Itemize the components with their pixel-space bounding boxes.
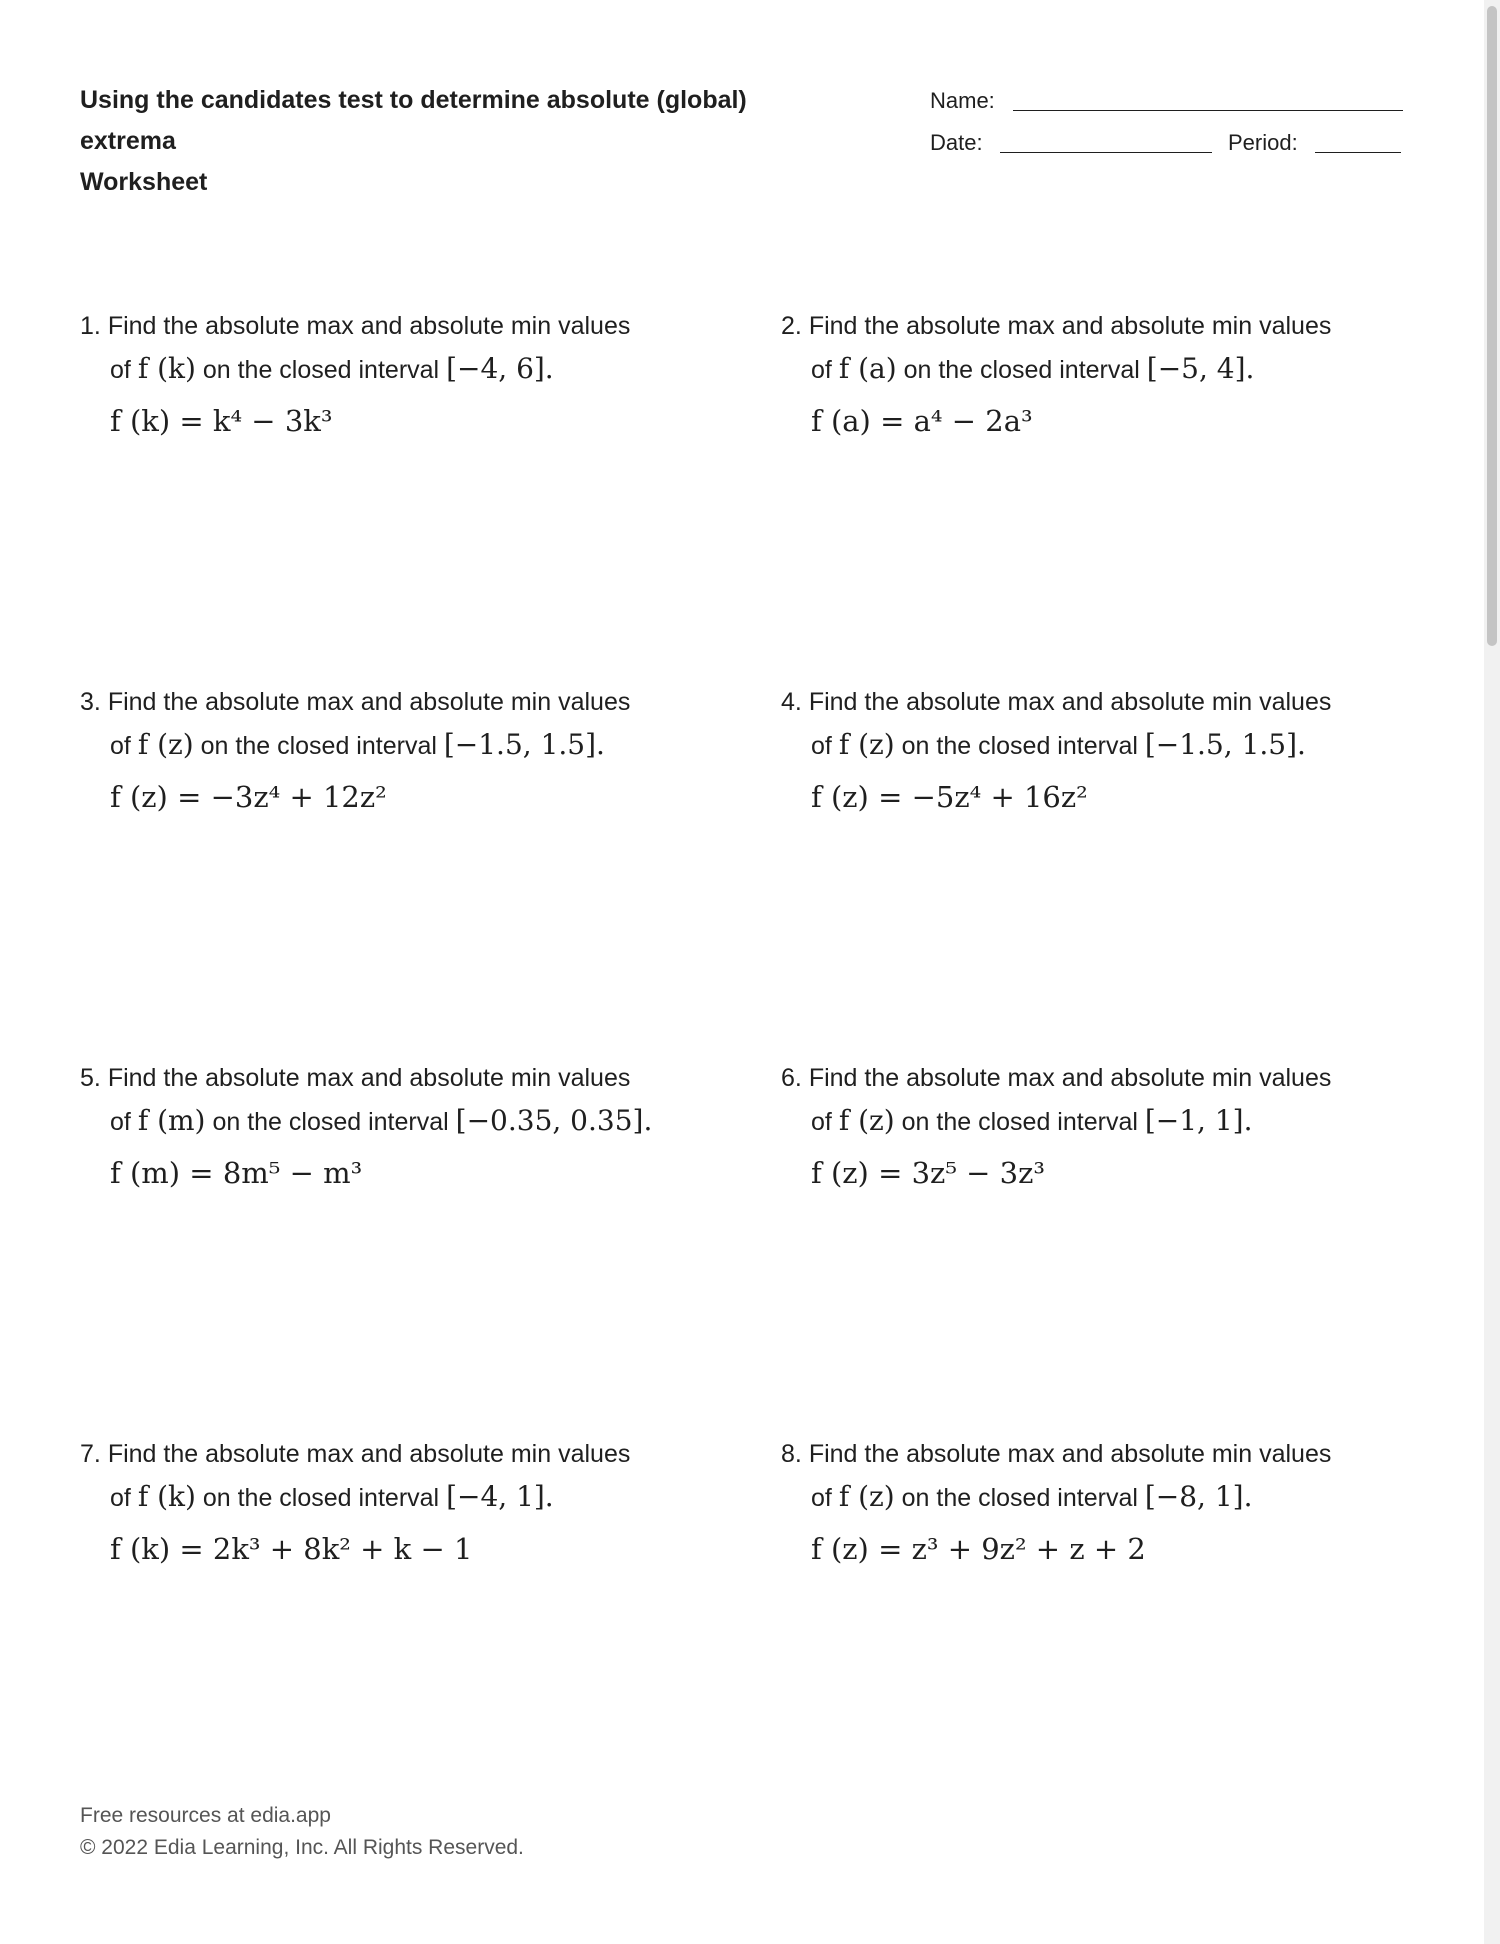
function-formula: f (k) = 2k³ + 8k² + k − 1 — [110, 1532, 473, 1566]
function-formula: f (z) = 3z⁵ − 3z³ — [811, 1156, 1046, 1190]
vertical-scrollbar[interactable] — [1484, 0, 1500, 1944]
interval-text: on the closed interval — [901, 1108, 1138, 1136]
interval-text: on the closed interval — [901, 1484, 1138, 1512]
function-name: f (k) — [137, 352, 196, 385]
function-formula: f (z) = −5z⁴ + 16z² — [811, 780, 1088, 814]
function-formula: f (a) = a⁴ − 2a³ — [811, 404, 1033, 438]
scrollbar-thumb[interactable] — [1487, 6, 1497, 646]
function-name: f (a) — [838, 352, 897, 385]
problem-prompt: Find the absolute max and absolute min values — [808, 1064, 1332, 1092]
interval-text: on the closed interval — [200, 732, 437, 760]
name-blank-line[interactable] — [1013, 110, 1403, 111]
title-line-1: Using the candidates test to determine absolute (global) — [80, 86, 747, 114]
interval-text: on the closed interval — [202, 356, 440, 384]
worksheet-title — [80, 80, 820, 203]
problem-number: 3. — [80, 688, 101, 716]
interval: [−1, 1]. — [1144, 1104, 1253, 1137]
interval: [−1.5, 1.5]. — [443, 728, 605, 761]
period-label: Period: — [1228, 130, 1298, 155]
problem-prompt: Find the absolute max and absolute min values — [808, 312, 1332, 340]
problem-of: of — [811, 732, 832, 760]
problem-prompt: Find the absolute max and absolute min values — [107, 688, 631, 716]
problem-of: of — [811, 1108, 832, 1136]
interval-text: on the closed interval — [903, 356, 1140, 384]
problem-of: of — [110, 356, 131, 384]
problem-number: 2. — [781, 312, 802, 340]
problem-of: of — [110, 732, 131, 760]
problem-of: of — [811, 356, 832, 384]
date-label: Date: — [930, 130, 983, 155]
title-line-3: Worksheet — [80, 168, 208, 196]
problem-number: 7. — [80, 1440, 101, 1468]
function-name: f (z) — [838, 728, 895, 761]
footer-copyright: © 2022 Edia Learning, Inc. All Rights Reserved. — [80, 1836, 524, 1859]
function-name: f (m) — [137, 1104, 206, 1137]
title-line-2: extrema — [80, 127, 176, 155]
interval-text: on the closed interval — [901, 732, 1138, 760]
interval: [−4, 6]. — [446, 352, 554, 385]
problem-number: 8. — [781, 1440, 802, 1468]
problem-of: of — [110, 1484, 131, 1512]
date-blank-line[interactable] — [1000, 152, 1212, 153]
footer — [80, 1800, 524, 1864]
problem-of: of — [811, 1484, 832, 1512]
function-formula: f (k) = k⁴ − 3k³ — [110, 404, 333, 438]
function-formula: f (m) = 8m⁵ − m³ — [110, 1156, 363, 1190]
problem-of: of — [110, 1108, 131, 1136]
problem-prompt: Find the absolute max and absolute min values — [107, 1440, 631, 1468]
problem-prompt: Find the absolute max and absolute min values — [107, 1064, 631, 1092]
function-formula: f (z) = −3z⁴ + 12z² — [110, 780, 387, 814]
interval-text: on the closed interval — [212, 1108, 449, 1136]
interval: [−4, 1]. — [446, 1480, 554, 1513]
problem-prompt: Find the absolute max and absolute min values — [808, 1440, 1332, 1468]
name-label: Name: — [930, 88, 995, 113]
interval: [−0.35, 0.35]. — [455, 1104, 653, 1137]
problem-prompt: Find the absolute max and absolute min values — [107, 312, 631, 340]
function-name: f (k) — [137, 1480, 196, 1513]
function-name: f (z) — [838, 1104, 895, 1137]
interval: [−8, 1]. — [1144, 1480, 1253, 1513]
problem-prompt: Find the absolute max and absolute min values — [808, 688, 1332, 716]
interval-text: on the closed interval — [202, 1484, 440, 1512]
problem-number: 4. — [781, 688, 802, 716]
function-name: f (z) — [838, 1480, 895, 1513]
function-name: f (z) — [137, 728, 194, 761]
problem-number: 1. — [80, 312, 101, 340]
problem-number: 5. — [80, 1064, 101, 1092]
interval: [−5, 4]. — [1146, 352, 1255, 385]
period-blank-line[interactable] — [1315, 152, 1401, 153]
footer-resources-link[interactable]: Free resources at edia.app — [80, 1804, 331, 1827]
function-formula: f (z) = z³ + 9z² + z + 2 — [811, 1532, 1146, 1566]
interval: [−1.5, 1.5]. — [1144, 728, 1306, 761]
problem-number: 6. — [781, 1064, 802, 1092]
